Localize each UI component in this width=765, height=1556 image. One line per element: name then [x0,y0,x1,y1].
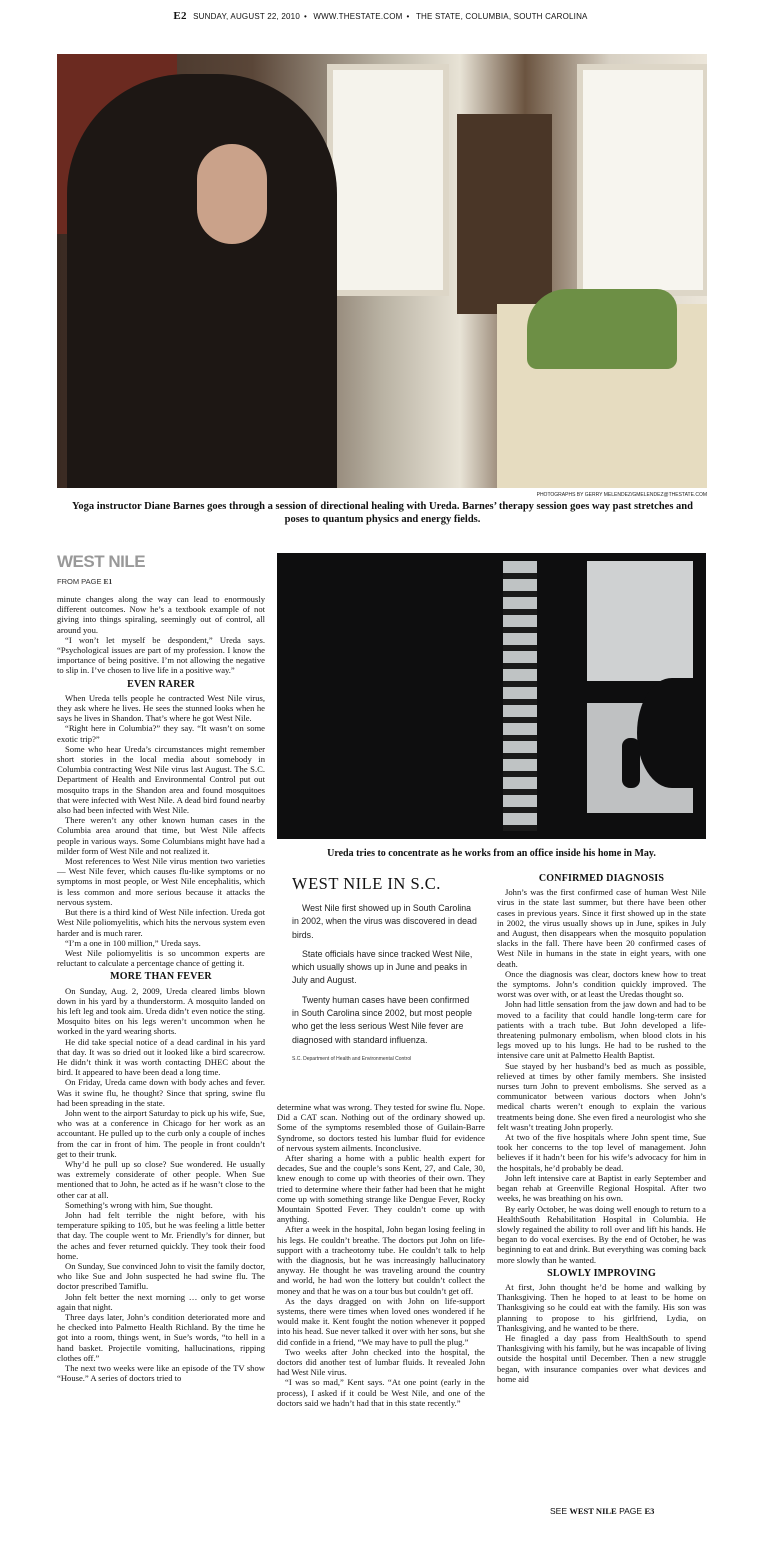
paragraph: minute changes along the way can lead to enormously different outcomes. Now he’s a textbook example of not giving into things spiraling, seemingly out of control, all around you. [57,594,265,635]
window-right [577,64,707,296]
section-kicker: WEST NILE [57,552,146,571]
paragraph: There weren’t any other known human cases in the Columbia area around that time, but West Nile affects people in various ways. Some Columbians might have had a milder form of West Nile and not realized it. [57,815,265,856]
paragraph: After a week in the hospital, John began losing feeling in his legs. He couldn’t breathe. The doctors put John on life-support with a tracheotomy tube. He couldn’t talk to help with the diagnosis, but he was increasingly hallucinatory anyway. He thought he was traveling around the country and world, he had won the lottery but couldn’t collect the money and that he was on a tour bus but couldn’t get off. [277,1224,485,1296]
photo-caption-mid: Ureda tries to concentrate as he works from an office inside his home in May. [327,848,656,859]
jump-see: SEE [550,1506,568,1516]
from-page-number: E1 [103,577,113,586]
paragraph: On Sunday, Aug. 2, 2009, Ureda cleared limbs blown down in his yard by a thunderstorm. A mosquito landed on his left leg and took aim. Ureda didn’t even notice the sting. Mosquito bites on his legs weren’t uncommon when he worked in the yard wearing shorts. [57,985,265,1037]
woman-silhouette [67,74,337,488]
man-on-bed [527,289,677,369]
paragraph: “Right here in Columbia?” they say. “It wasn’t on some exotic trip?” [57,723,265,744]
fact-box-paragraph: State officials have since tracked West Nile, which usually shows up in June and peaks in July and August. [292,948,473,986]
fact-box-source: S.C. Department of Health and Environmental Control [292,1055,412,1062]
jump-page: E3 [644,1506,655,1516]
paragraph: “I was so mad,” Kent says. “At one point (early in the process), I asked if it could be West Nile, and one of the doctors said we hadn’t had that in this state recently.” [277,1377,485,1408]
paragraph: At first, John thought he’d be home and walking by Thanksgiving. Then he hoped to at least to be home on Thanksgiving so he could eat with the family. His son was planning to propose to his girlfriend, Lydia, on Thanksgiving, and he wanted to be there. [497,1281,706,1333]
paragraph: Three days later, John’s condition deteriorated more and he checked into Palmetto Health Richland. By the time he got into a room, things went, in Sue’s words, “to hell in a hand basket. Projectile vomiting, hallucinations, ripping clothes off.” [57,1312,265,1363]
subhead-slowly-improving: SLOWLY IMPROVING [547,1267,656,1279]
article-column-1 [57,594,265,1383]
paragraph: At two of the five hospitals where John spent time, Sue took her concerns to the top level of management. John believes if it hadn’t been for his wife’s advocacy for him in the hospitals, he’d probably be dead. [497,1132,706,1173]
window-pane-upper [587,561,693,681]
from-page-label: FROM PAGE [57,577,102,586]
man-head-silhouette [637,678,706,788]
paragraph: The next two weeks were like an episode of the TV show “House.” A series of doctors tried to [57,1363,265,1384]
bookshelf [457,114,552,314]
paragraph: He finagled a day pass from HealthSouth to spend Thanksgiving with his family, but he was incapable of living outside the hospital until December. Then a new struggle began, with insurance companies over what devices and home aid [497,1332,706,1384]
paragraph: By early October, he was doing well enough to return to a HealthSouth Rehabilitation Hospital in Columbia. He slowly regained the ability to roll over and lift his hands. He began to do vocal exercises. By the end of October, he was beginning to eat and drink. But everything was coming back more slowly than he wanted. [497,1203,706,1265]
from-page [57,577,112,586]
folio-site: WWW.THESTATE.COM [313,12,403,21]
paragraph: As the days dragged on with John on life-support systems, there were times when loved ones wondered if he would make it. Kent fought the notion whenever it popped into his head. Sue never talked it over with her sons, but she did confide in a friend, “We may have to pull the plug.” [277,1295,485,1347]
paragraph: determine what was wrong. They tested for swine flu. Nope. Did a CAT scan. Nothing out of the ordinary showed up. Some of the symptoms resembled those of Guilain-Barre Syndrome, so doctors tested his lumbar fluid for evidence of nervous system ailments. Inconclusive. [277,1102,485,1153]
paragraph: Most references to West Nile virus mention two varieties — West Nile fever, which causes flu-like symptoms or no symptoms in most people, or West Nile encephalitis, which is less common and more serious because it attacks the nervous system. [57,856,265,907]
folio-page: E2 [173,10,187,22]
paragraph: Two weeks after John checked into the hospital, the doctors did another test of lumbar fluids. It revealed John had West Nile virus. [277,1346,485,1378]
photo-caption-top: Yoga instructor Diane Barnes goes through a session of directional healing with Ureda. Barnes’ therapy session goes way past stretches and poses to quantum physics and energy fields. [72,501,693,525]
hand-silhouette [622,738,640,788]
paragraph: John went to the airport Saturday to pick up his wife, Sue, who was at a conference in Chicago for her work as an accountant. He pulled up to the curb only a couple of inches from the car in front of him. The people in front couldn’t get to their trunk. [57,1107,265,1159]
photo-yoga-session [57,54,707,488]
paragraph: After sharing a home with a public health expert for decades, Sue and the couple’s sons Kent, 27, and Cale, 30, knew enough to come up with theories of their own. They tried to determine where their father had been that he might come up with something strange like Dengue Fever, Rocky Mountain Spotted Fever. They couldn’t come up with anything. [277,1153,485,1225]
subhead-more-than-fever: MORE THAN FEVER [110,971,212,983]
subhead-confirmed-diagnosis: CONFIRMED DIAGNOSIS [538,873,665,884]
folio-paper: THE STATE, COLUMBIA, SOUTH CAROLINA [415,12,588,21]
paragraph: On Friday, Ureda came down with body aches and fever. Was it swine flu, he thought? Since that spring, swine flu had been spreading in the state. [57,1077,265,1108]
fact-box-paragraph: West Nile first showed up in South Carolina in 2002, when the virus was discovered in dead birds. [292,903,477,940]
jump-page-label: PAGE [619,1506,643,1516]
article-column-2 [277,1102,485,1408]
woman-face [197,144,267,244]
paragraph: On Sunday, Sue convinced John to visit the family doctor, who like Sue and John suspected he had swine flu. The doctor prescribed Tamiflu. [57,1261,265,1292]
paragraph: Sue stayed by her husband’s bed as much as possible, relieved at times by other family members. She insisted nurses turn John to prevent embolisms. She served as a communicator between various doctors when John’s medical charts weren’t enough to explain the various treatments being done. She even fired a neurologist who she felt wasn’t treating John properly. [497,1060,706,1132]
paragraph: Some who hear Ureda’s circumstances might remember short stories in the local media about somebody in Columbia contracting West Nile virus last August. The S.C. Department of Health and Environmental Control put out mosquito traps in the Shandon area and found mosquitoes that were infected with West Nile. A dead bird found nearby also had been infected with West Nile. [57,743,265,816]
paragraph: West Nile poliomyelitis is so uncommon experts are reluctant to calculate a percentage chance of getting it. [57,947,265,969]
paragraph: John had felt terrible the night before, with his temperature spiking to 105, but he was feeling a little better that day. The couple went to Mr. Friendly’s for dinner, but the aches and fever returned quickly. They took their food home. [57,1209,265,1261]
paragraph: John left intensive care at Baptist in early September and began rehab at Greenville Regional Hospital. After two weeks, he was breathing on his own. [497,1172,706,1204]
subhead-even-rarer: EVEN RARER [127,678,195,690]
paragraph: But there is a third kind of West Nile infection. Ureda got West Nile poliomyelitis, which hits the nervous system even harder and is much rarer. [57,907,265,938]
window-blind [503,561,537,831]
paragraph: “I won’t let myself be despondent,” Ureda says. “Psychological issues are part of my profession. I know the importance of being positive. I’m not allowing the negative to slip in. I’ve chosen to live life in a positive way.” [57,634,265,676]
paragraph: John had little sensation from the jaw down and had to be moved to a facility that could handle long-term care for patients with a trach tube. But John developed a life-threatening pulmonary embolism, when blood clots in his legs moved up to his lungs. He had to be rushed to the intensive care unit at Palmetto Health Baptist. [497,999,706,1061]
photo-credit: PHOTOGRAPHS BY GERRY MELENDEZ/GMELENDEZ@THESTATE.COM [536,492,707,498]
paragraph: Something’s wrong with him, Sue thought. [65,1199,213,1210]
jump-line[interactable] [550,1506,654,1516]
paragraph: “I’m a one in 100 million,” Ureda says. [65,937,201,948]
paragraph: Once the diagnosis was clear, doctors knew how to treat the symptoms. John’s condition quickly improved. The worst was over with, or at least the Uredas thought so. [497,968,706,1000]
paragraph: He did take special notice of a dead cardinal in his yard that day. It was so dried out it looked like a bird scarecrow. He didn’t think it was worth contacting DHEC about the bird. It appeared to have been dead a long time. [57,1036,265,1078]
paragraph: Why’d he pull up so close? Sue wondered. He usually was extremely considerate of other people. When Sue mentioned that to John, he acted as if he wasn’t close to the other car at all. [57,1158,265,1200]
photo-office [277,553,706,839]
folio-date: SUNDAY, AUGUST 22, 2010 [193,12,300,21]
page-folio: E2 SUNDAY, AUGUST 22, 2010 • WWW.THESTATE.COM • THE STATE, COLUMBIA, SOUTH CAROLINA [173,10,588,22]
fact-box-title: WEST NILE IN S.C. [292,874,441,893]
article-column-3 [497,870,706,1384]
paragraph: John felt better the next morning … only to get worse again that night. [57,1291,265,1312]
jump-section: WEST NILE [569,1506,617,1516]
paragraph: John’s was the first confirmed case of human West Nile virus in the state last summer, but there have been other cases in previous years. Since it first showed up in the state in 2002, the virus usually shows up in June, spikes in July and August, then disappears when the mosquito population slacks in the fall. There have been 20 confirmed cases of West Nile in humans in the state in eight years, with one death. [497,887,706,969]
paragraph: When Ureda tells people he contracted West Nile virus, they ask where he lives. He sees the stunned looks when he says he lives in Shandon. That’s where he got West Nile. [57,692,265,724]
fact-box [292,874,477,1072]
fact-box-paragraph: Twenty human cases have been confirmed in South Carolina since 2002, but most people who get the less serious West Nile fever are diagnosed with standard influenza. [292,994,472,1045]
window-left [327,64,449,296]
